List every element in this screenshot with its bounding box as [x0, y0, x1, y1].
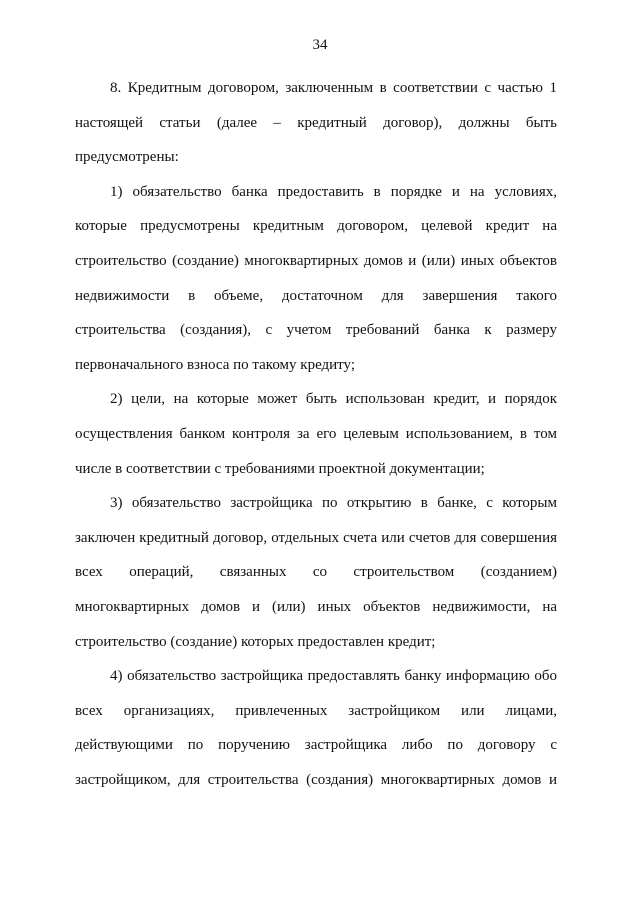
text-line: строительство (создание) многоквартирных домов и (или) иных объектов [75, 252, 557, 269]
text-line: 4) обязательство застройщика предоставлять банку информацию обо [110, 668, 557, 685]
text-line: действующими по поручению застройщика либо по договору с [75, 737, 557, 754]
page-number: 34 [312, 37, 328, 53]
text-line: осуществления банком контроля за его целевым использованием, в том [75, 425, 557, 442]
text-line: заключен кредитный договор, отдельных счета или счетов для совершения [75, 529, 557, 546]
text-line: 1) обязательство банка предоставить в порядке и на условиях, [110, 183, 557, 200]
text-line: недвижимости в объеме, достаточном для завершения такого [75, 287, 557, 304]
text-line: строительства (создания), с учетом требований банка к размеру [75, 322, 557, 339]
text-line: строительство (создание) которых предоставлен кредит; [75, 633, 436, 650]
text-line: предусмотрены: [75, 149, 179, 166]
text-line: застройщиком, для строительства (создания) многоквартирных домов и [75, 771, 557, 788]
text-line: которые предусмотрены кредитным договором, целевой кредит на [75, 218, 557, 235]
text-line: 8. Кредитным договором, заключенным в соответствии с частью 1 [110, 80, 557, 96]
document-body [75, 71, 557, 797]
text-line: первоначального взноса по такому кредиту; [75, 356, 356, 373]
text-line: всех операций, связанных со строительством (созданием) [75, 564, 557, 581]
text-line: числе в соответствии с требованиями проектной документации; [75, 460, 485, 477]
text-line: настоящей статьи (далее – кредитный договор), должны быть [75, 114, 557, 131]
text-line: 2) цели, на которые может быть использован кредит, и порядок [110, 391, 557, 408]
text-line: 3) обязательство застройщика по открытию в банке, с которым [110, 495, 557, 512]
text-line: всех организациях, привлеченных застройщиком или лицами, [75, 702, 557, 719]
text-line: многоквартирных домов и (или) иных объектов недвижимости, на [75, 598, 557, 615]
